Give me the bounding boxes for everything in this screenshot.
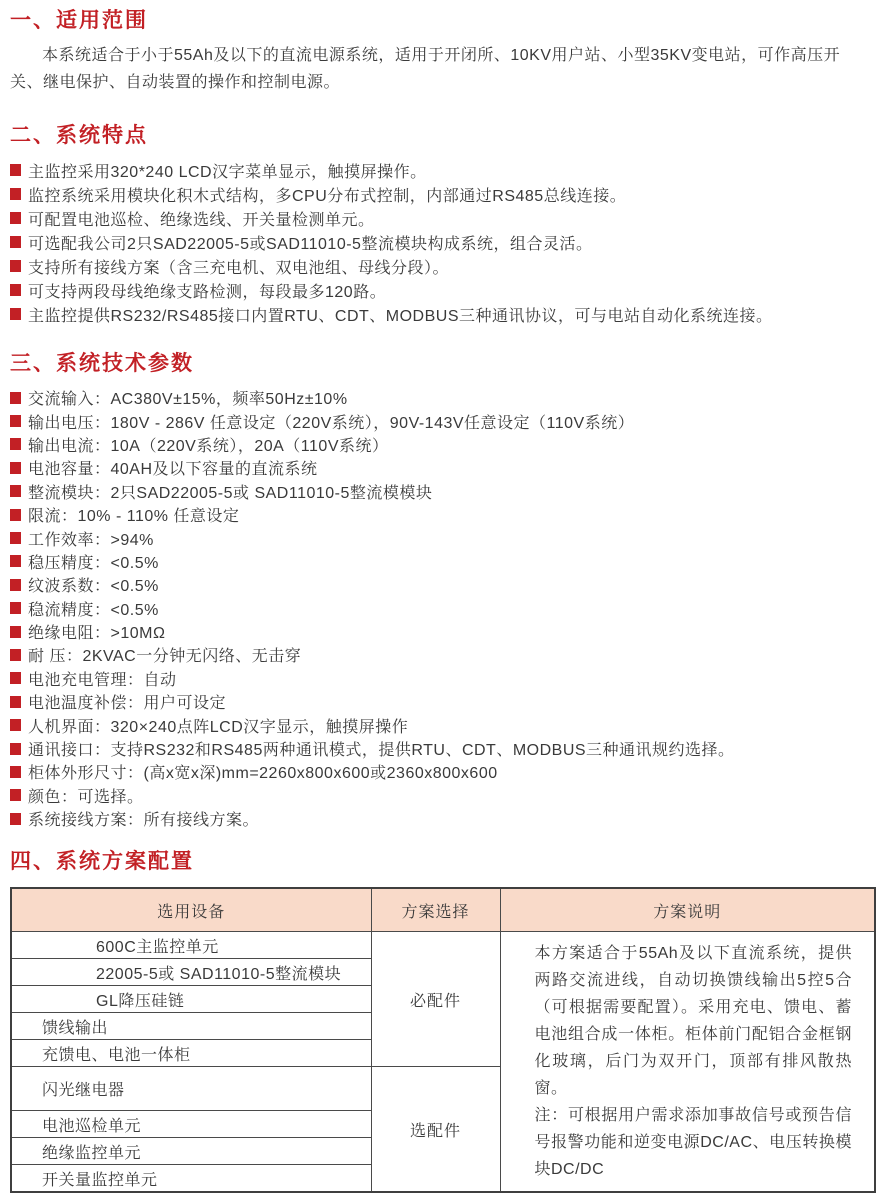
device-cell: 开关量监控单元: [11, 1165, 371, 1193]
param-item: [10, 503, 872, 526]
col-header-description: 方案说明: [500, 888, 875, 932]
bullet-square-icon: [10, 509, 21, 521]
bullet-square-icon: [10, 719, 21, 731]
param-item: [10, 409, 872, 432]
bullet-square-icon: [10, 696, 21, 708]
feature-item-text: 支持所有接线方案（含三充电机、双电池组、母线分段）。: [28, 259, 450, 277]
param-item: [10, 667, 872, 690]
scheme-description-cell: [500, 932, 875, 1193]
scheme-description-note: 注：可根据用户需求添加事故信号或预告信号报警功能和逆变电源DC/AC、电压转换模块DC/DC: [534, 1107, 852, 1179]
param-item: [10, 620, 872, 643]
bullet-square-icon: [10, 462, 21, 474]
param-item: [10, 433, 872, 456]
param-item: [10, 480, 872, 503]
bullet-square-icon: [10, 649, 21, 661]
required-accessories-cell: 必配件: [371, 932, 500, 1067]
feature-item: [10, 182, 872, 206]
param-item-text: 人机界面：320×240点阵LCD汉字显示，触摸屏操作: [28, 718, 409, 736]
feature-item-text: 可支持两段母线绝缘支路检测，每段最多120路。: [28, 283, 387, 301]
section-scope-title: 一、适用范围: [10, 9, 148, 32]
feature-item-text: 可配置电池巡检、绝缘选线、开关量检测单元。: [28, 211, 375, 229]
section-params-title: 三、系统技术参数: [10, 352, 194, 375]
param-item-text: 工作效率：>94%: [28, 531, 154, 549]
feature-item-text: 监控系统采用模块化积木式结构，多CPU分布式控制，内部通过RS485总线连接。: [28, 187, 627, 205]
device-cell: 充馈电、电池一体柜: [11, 1040, 371, 1067]
bullet-square-icon: [10, 672, 21, 684]
param-item-text: 通讯接口：支持RS232和RS485两种通讯模式，提供RTU、CDT、MODBUS三种通讯规约选择。: [28, 742, 735, 760]
bullet-square-icon: [10, 532, 21, 544]
bullet-square-icon: [10, 555, 21, 567]
param-item: [10, 550, 872, 573]
bullet-square-icon: [10, 212, 21, 224]
feature-item-text: 可选配我公司2只SAD22005-5或SAD11010-5整流模块构成系统，组合灵活。: [28, 235, 593, 253]
feature-item: [10, 302, 872, 326]
param-item: [10, 456, 872, 479]
param-item: [10, 737, 872, 760]
scheme-config-table: [10, 887, 876, 1193]
param-item: [10, 807, 872, 830]
device-cell: 电池巡检单元: [11, 1111, 371, 1138]
param-item-text: 耐 压：2KVAC一分钟无闪络、无击穿: [28, 648, 302, 666]
col-header-selection: 方案选择: [371, 888, 500, 932]
param-item: [10, 573, 872, 596]
param-item-text: 柜体外形尺寸：(高x宽x深)mm=2260x800x600或2360x800x600: [28, 765, 498, 783]
bullet-square-icon: [10, 308, 21, 320]
feature-item: [10, 230, 872, 254]
param-item-text: 绝缘电阻：>10MΩ: [28, 625, 166, 643]
feature-item: [10, 206, 872, 230]
param-item-text: 电池充电管理：自动: [28, 671, 177, 689]
param-item: [10, 760, 872, 783]
param-item-text: 颜色：可选择。: [28, 788, 144, 806]
bullet-square-icon: [10, 626, 21, 638]
feature-item-text: 主监控提供RS232/RS485接口内置RTU、CDT、MODBUS三种通讯协议，可与电站自动化系统连接。: [28, 307, 773, 325]
feature-item: [10, 254, 872, 278]
param-item: [10, 526, 872, 549]
param-item-text: 整流模块：2只SAD22005-5或 SAD11010-5整流模模块: [28, 484, 433, 502]
device-cell: GL降压硅链: [11, 986, 371, 1013]
col-header-device: 选用设备: [11, 888, 371, 932]
bullet-square-icon: [10, 236, 21, 248]
param-item-text: 稳流精度：<0.5%: [28, 601, 159, 619]
bullet-square-icon: [10, 813, 21, 825]
param-item: [10, 597, 872, 620]
bullet-square-icon: [10, 789, 21, 801]
device-cell: 22005-5或 SAD11010-5整流模块: [11, 959, 371, 986]
device-cell: 闪光继电器: [11, 1067, 371, 1111]
bullet-square-icon: [10, 438, 21, 450]
param-item-text: 输出电流：10A（220V系统），20A（110V系统）: [28, 437, 389, 455]
bullet-square-icon: [10, 743, 21, 755]
bullet-square-icon: [10, 392, 21, 404]
bullet-square-icon: [10, 415, 21, 427]
section-scheme-title: 四、系统方案配置: [10, 850, 194, 874]
param-item-text: 交流输入：AC380V±15%，频率50Hz±10%: [28, 391, 348, 409]
param-item-text: 系统接线方案：所有接线方案。: [28, 812, 260, 830]
param-item-text: 稳压精度：<0.5%: [28, 554, 159, 572]
param-item: [10, 386, 872, 409]
device-cell: 馈线输出: [11, 1013, 371, 1040]
param-item-text: 纹波系数：<0.5%: [28, 578, 159, 596]
device-cell: 绝缘监控单元: [11, 1138, 371, 1165]
param-item: [10, 713, 872, 736]
feature-item: [10, 278, 872, 302]
param-item-text: 限流：10% - 110% 任意设定: [28, 508, 240, 526]
section-features-title: 二、系统特点: [10, 124, 148, 147]
bullet-square-icon: [10, 579, 21, 591]
scope-paragraph: 本系统适合于小于55Ah及以下的直流电源系统，适用于开闭所、10KV用户站、小型35KV变电站，可作高压开关、继电保护、自动装置的操作和控制电源。: [10, 47, 841, 91]
params-list: [10, 386, 872, 830]
param-item: [10, 643, 872, 666]
param-item-text: 电池容量：40AH及以下容量的直流系统: [28, 461, 318, 479]
param-item: [10, 784, 872, 807]
bullet-square-icon: [10, 260, 21, 272]
bullet-square-icon: [10, 766, 21, 778]
bullet-square-icon: [10, 164, 21, 176]
param-item: [10, 690, 872, 713]
scheme-description-text: 本方案适合于55Ah及以下直流系统，提供两路交流进线，自动切换馈线输出5控5合（可根据需要配置）。采用充电、馈电、蓄电池组合成一体柜。柜体前门配铝合金框钢化玻璃，后门为双开门，顶部有排风散热窗。: [534, 945, 852, 1098]
bullet-square-icon: [10, 485, 21, 497]
table-row: [11, 932, 875, 959]
device-cell: 600C主监控单元: [11, 932, 371, 959]
bullet-square-icon: [10, 602, 21, 614]
bullet-square-icon: [10, 284, 21, 296]
features-list: [10, 158, 872, 326]
param-item-text: 电池温度补偿：用户可设定: [28, 695, 227, 713]
feature-item-text: 主监控采用320*240 LCD汉字菜单显示，触摸屏操作。: [28, 163, 427, 181]
table-header-row: [11, 888, 875, 932]
feature-item: [10, 158, 872, 182]
param-item-text: 输出电压：180V - 286V 任意设定（220V系统），90V-143V任意设定（110V系统）: [28, 414, 635, 432]
optional-accessories-cell: 选配件: [371, 1067, 500, 1193]
bullet-square-icon: [10, 188, 21, 200]
